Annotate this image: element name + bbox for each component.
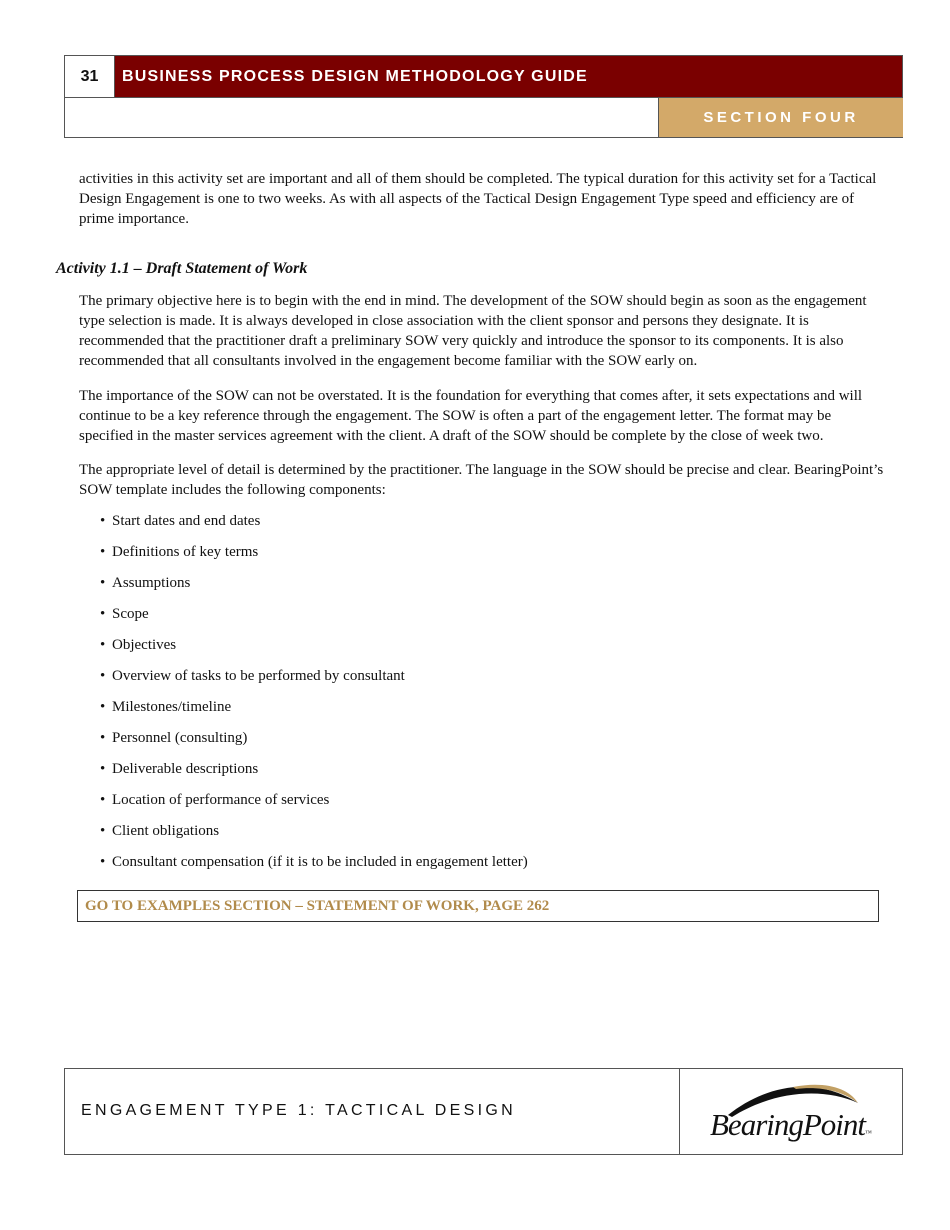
bullet-icon: • <box>100 606 106 622</box>
list-item-text: Milestones/timeline <box>112 699 232 715</box>
list-item-text: Scope <box>112 606 149 622</box>
doc-title: BUSINESS PROCESS DESIGN METHODOLOGY GUIDE <box>122 68 588 85</box>
list-item <box>100 790 528 821</box>
footer-label-cell <box>65 1069 680 1154</box>
intro-paragraph: activities in this activity set are important and all of them should be completed. The typical duration for this activity set for a Tactical Design Engagement is one to two weeks. As with all aspects of the Tactical Design Engagement Type speed and efficiency are of prime importance. <box>79 171 877 227</box>
section-badge: SECTION FOUR <box>658 98 903 137</box>
logo-wordmark: BearingPoint™ <box>710 1107 872 1142</box>
bullet-icon: • <box>100 823 106 839</box>
bullet-icon: • <box>100 699 106 715</box>
bearingpoint-logo <box>698 1077 888 1149</box>
list-item-text: Start dates and end dates <box>112 513 261 529</box>
list-item <box>100 728 528 759</box>
bullet-icon: • <box>100 854 106 870</box>
header-top-row <box>65 56 902 98</box>
list-item <box>100 635 528 666</box>
list-item-text: Consultant compensation (if it is to be included in engagement letter) <box>112 854 528 870</box>
list-item-text: Personnel (consulting) <box>112 730 248 746</box>
doc-title-bar <box>115 56 902 97</box>
list-item-text: Deliverable descriptions <box>112 761 259 777</box>
list-item <box>100 852 528 883</box>
activity-paragraph-1: The primary objective here is to begin with the end in mind. The development of the SOW should begin as soon as the engagement type selection is made. It is always developed in close association with the client sponsor and persons they designate. It is recommended that the practitioner draft a preliminary SOW very quickly and introduce the sponsor to its components. It is also recommended that all consultants involved in the engagement become familiar with the SOW early on. <box>79 293 867 369</box>
list-item-text: Overview of tasks to be performed by consultant <box>112 668 405 684</box>
list-item-text: Assumptions <box>112 575 191 591</box>
list-item-text: Client obligations <box>112 823 220 839</box>
bullet-icon: • <box>100 513 106 529</box>
page-header <box>64 55 903 138</box>
page-footer <box>64 1068 903 1155</box>
bullet-icon: • <box>100 637 106 653</box>
bullet-icon: • <box>100 575 106 591</box>
bullet-icon: • <box>100 761 106 777</box>
list-item <box>100 666 528 697</box>
list-item <box>100 604 528 635</box>
bullet-icon: • <box>100 792 106 808</box>
bullet-icon: • <box>100 544 106 560</box>
list-item <box>100 821 528 852</box>
activity-heading: Activity 1.1 – Draft Statement of Work <box>56 260 308 277</box>
footer-label: ENGAGEMENT TYPE 1: TACTICAL DESIGN <box>81 1102 516 1119</box>
list-item <box>100 511 528 542</box>
activity-paragraph-3: The appropriate level of detail is determined by the practitioner. The language in the SOW should be precise and clear. BearingPoint’s SOW template includes the following components: <box>79 462 884 498</box>
activity-paragraph-2: The importance of the SOW can not be overstated. It is the foundation for everything that comes after, it sets expectations and will continue to be a key reference through the engagement. The SOW is often a part of the engagement letter. The format may be specified in the master services agreement with the client. A draft of the SOW should be complete by the close of week two. <box>79 388 863 444</box>
list-item-text: Definitions of key terms <box>112 544 259 560</box>
bullet-icon: • <box>100 730 106 746</box>
list-item <box>100 697 528 728</box>
list-item <box>100 542 528 573</box>
list-item <box>100 573 528 604</box>
bullet-icon: • <box>100 668 106 684</box>
list-item <box>100 759 528 790</box>
list-item-text: Location of performance of services <box>112 792 330 808</box>
page-number: 31 <box>65 56 115 97</box>
sow-components-list <box>100 511 528 883</box>
goto-examples-link[interactable]: GO TO EXAMPLES SECTION – STATEMENT OF WORK, PAGE 262 <box>77 890 879 922</box>
list-item-text: Objectives <box>112 637 177 653</box>
